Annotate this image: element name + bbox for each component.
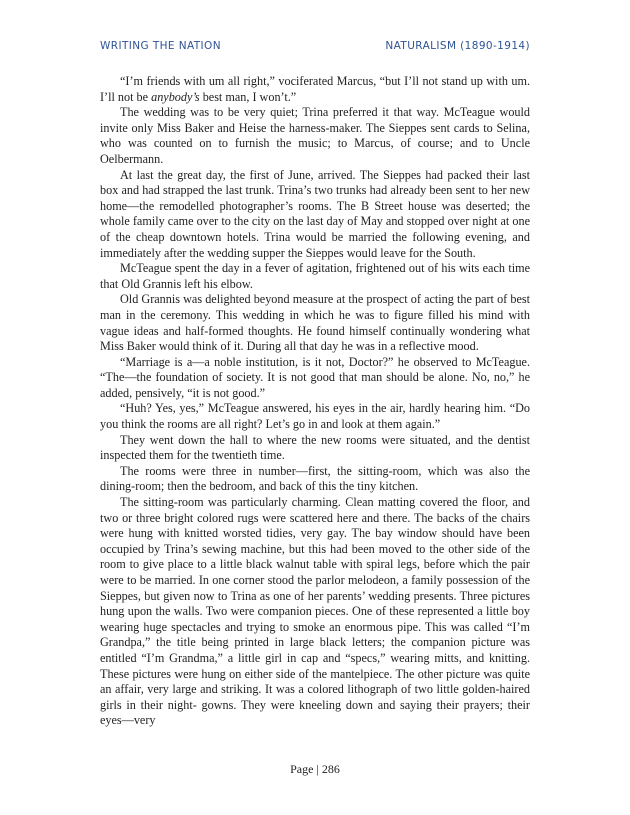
header-section-title: WRITING THE NATION	[100, 40, 221, 52]
paragraph: “Marriage is a—a noble institution, is it not, Doctor?” he observed to McTeague. “The—the foundation of society. It is not good that man should be alone. No, no,” he added, pensively, “it is not good.”	[100, 354, 530, 400]
paragraph: The wedding was to be very quiet; Trina preferred it that way. McTeague would invite only Miss Baker and Heise the harness-maker. The Sieppes sent cards to Selina, who was counted on to furnish the music; to Marcus, of course; and to Uncle Oelbermann.	[100, 105, 530, 166]
paragraph: At last the great day, the first of June, arrived. The Sieppes had packed their last box and had strapped the last trunk. Trina’s two trunks had already been sent to her new home—the remodelled photographer’s rooms. The B Street house was deserted; the whole family came over to the city on the last day of May and stopped over night at one of the cheap downtown hotels. Trina would be married the following evening, and immediately after the wedding supper the Sieppes would leave for the South.	[100, 167, 530, 260]
body-text	[100, 74, 530, 729]
emphasis: anybody’s	[151, 89, 200, 104]
header-chapter-title: NATURALISM (1890-1914)	[385, 40, 530, 52]
running-header	[100, 40, 530, 52]
paragraph: McTeague spent the day in a fever of agitation, frightened out of his wits each time that Old Grannis left his elbow.	[100, 261, 530, 291]
paragraph: “Huh? Yes, yes,” McTeague answered, his eyes in the air, hardly hearing him. “Do you think the rooms are all right? Let’s go in and look at them again.”	[100, 401, 530, 432]
paragraph: The sitting-room was particularly charming. Clean matting covered the floor, and two or three bright colored rugs were scattered here and there. The backs of the chairs were hung with knitted worsted tidies, very gay. The bay window should have been occupied by Trina’s sewing machine, but this had been moved to the other side of the room to give place to a little black walnut table with spiral legs, before which the pair were to be married. In one corner stood the parlor melodeon, a family possession of the Sieppes, but given now to Trina as one of her parents’ wedding presents. Three pictures hung upon the walls. Two were companion pieces. One of these represented a little boy wearing huge spectacles and trying to smoke an enormous pipe. This was called “I’m Grandpa,” the title being printed in large black letters; the companion picture was entitled “I’m Grandma,” a little girl in cap and “specs,” wearing mitts, and knitting. These pictures were hung on either side of the mantelpiece. The other picture was quite an affair, very large and striking. It was a colored lithograph of two little golden-haired girls in their night- gowns. They were kneeling down and saying their prayers; their eyes—very	[100, 495, 530, 728]
paragraph: “I’m friends with um all right,” vociferated Marcus, “but I’ll not stand up with um. I’ll not be anybody’s best man, I won’t.”	[100, 74, 530, 104]
paragraph: The rooms were three in number—first, the sitting-room, which was also the dining-room; then the bedroom, and back of this the tiny kitchen.	[100, 463, 530, 494]
page-number: Page | 286	[290, 762, 340, 776]
paragraph: Old Grannis was delighted beyond measure at the prospect of acting the part of best man in the ceremony. This wedding in which he was to figure filled his mind with vague ideas and half-formed thoughts. He found himself continually wondering what Miss Baker would think of it. During all that day he was in a reflective mood.	[100, 292, 530, 354]
paragraph: They went down the hall to where the new rooms were situated, and the dentist inspected them for the twentieth time.	[100, 432, 530, 463]
